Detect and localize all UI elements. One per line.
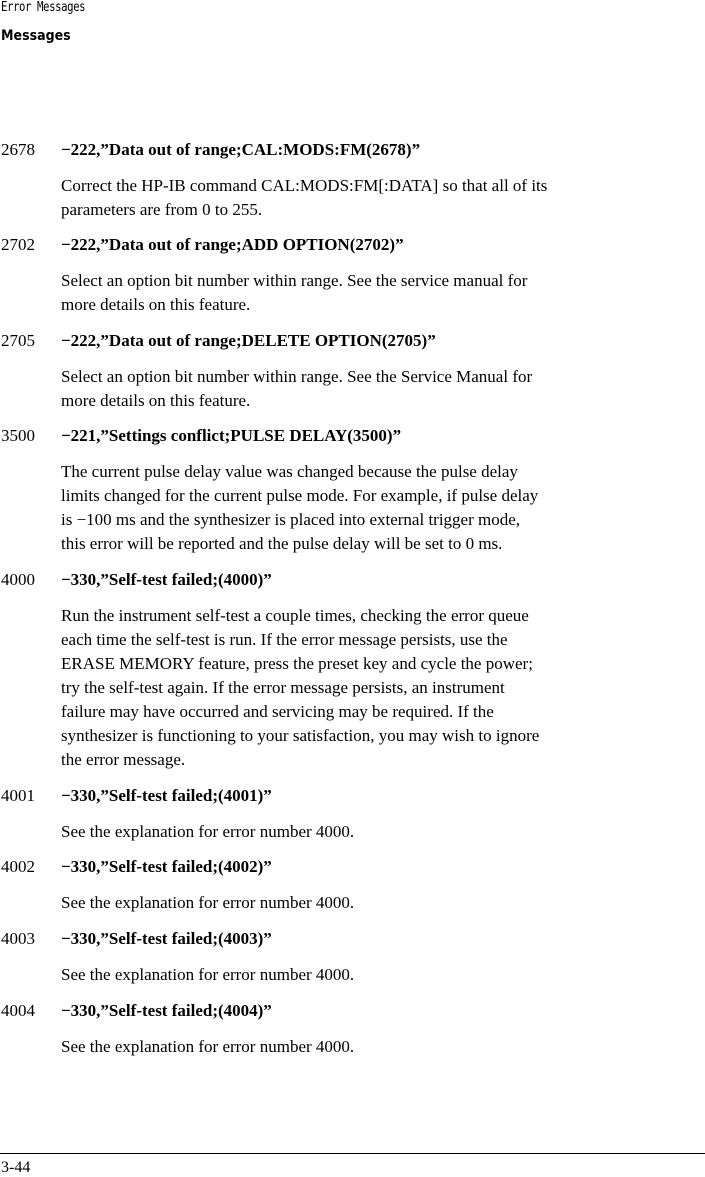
error-message: −222,”Data out of range;DELETE OPTION(2705)” [61,331,436,350]
description-line: limits changed for the current pulse mode. For example, if pulse delay [61,486,539,505]
error-description [61,365,705,413]
error-description [61,604,705,772]
description-line: try the self-test again. If the error message persists, an instrument [61,678,505,697]
running-head: Error Messages [1,0,86,15]
error-description [61,269,705,317]
error-message: −330,”Self-test failed;(4002)” [61,857,272,876]
error-description [61,891,705,915]
description-line: The current pulse delay value was changed because the pulse delay [61,462,518,481]
error-code: 4003 [1,929,35,948]
description-line: each time the self-test is run. If the error message persists, use the [61,630,508,649]
error-message: −221,”Settings conflict;PULSE DELAY(3500)” [61,426,402,445]
error-code: 3500 [1,426,35,445]
description-line: failure may have occurred and servicing may be required. If the [61,702,494,721]
error-code: 4002 [1,857,35,876]
description-line: parameters are from 0 to 255. [61,200,263,219]
error-message: −330,”Self-test failed;(4000)” [61,570,272,589]
error-code: 4004 [1,1001,35,1020]
error-code: 2678 [1,140,35,159]
page-number: 3-44 [1,1159,31,1176]
description-line: is −100 ms and the synthesizer is placed into external trigger mode, [61,510,521,529]
description-line: Select an option bit number within range. See the service manual for [61,271,528,290]
description-line: Select an option bit number within range. See the Service Manual for [61,367,533,386]
description-line: Correct the HP-IB command CAL:MODS:FM[:DATA] so that all of its [61,176,548,195]
description-line: synthesizer is functioning to your satisfaction, you may wish to ignore [61,726,540,745]
error-message: −330,”Self-test failed;(4004)” [61,1001,272,1020]
error-code: 4000 [1,570,35,589]
error-description [61,460,705,556]
description-line: more details on this feature. [61,391,251,410]
description-line: See the explanation for error number 4000. [61,893,355,912]
description-line: See the explanation for error number 4000. [61,822,355,841]
error-description [61,174,705,222]
description-line: See the explanation for error number 4000. [61,965,355,984]
error-message: −222,”Data out of range;CAL:MODS:FM(2678)” [61,140,421,159]
error-description [61,1035,705,1059]
error-message: −330,”Self-test failed;(4001)” [61,786,272,805]
error-code: 2702 [1,235,35,254]
description-line: See the explanation for error number 4000. [61,1037,355,1056]
error-code: 4001 [1,786,35,805]
description-line: this error will be reported and the pulse delay will be set to 0 ms. [61,534,503,553]
error-message: −222,”Data out of range;ADD OPTION(2702)” [61,235,404,254]
description-line: more details on this feature. [61,295,251,314]
error-description [61,963,705,987]
error-description [61,820,705,844]
footer-rule [0,1153,705,1154]
error-code: 2705 [1,331,35,350]
description-line: Run the instrument self-test a couple times, checking the error queue [61,606,529,625]
section-title: Messages [1,28,71,44]
description-line: the error message. [61,750,186,769]
error-message: −330,”Self-test failed;(4003)” [61,929,272,948]
description-line: ERASE MEMORY feature, press the preset key and cycle the power; [61,654,533,673]
